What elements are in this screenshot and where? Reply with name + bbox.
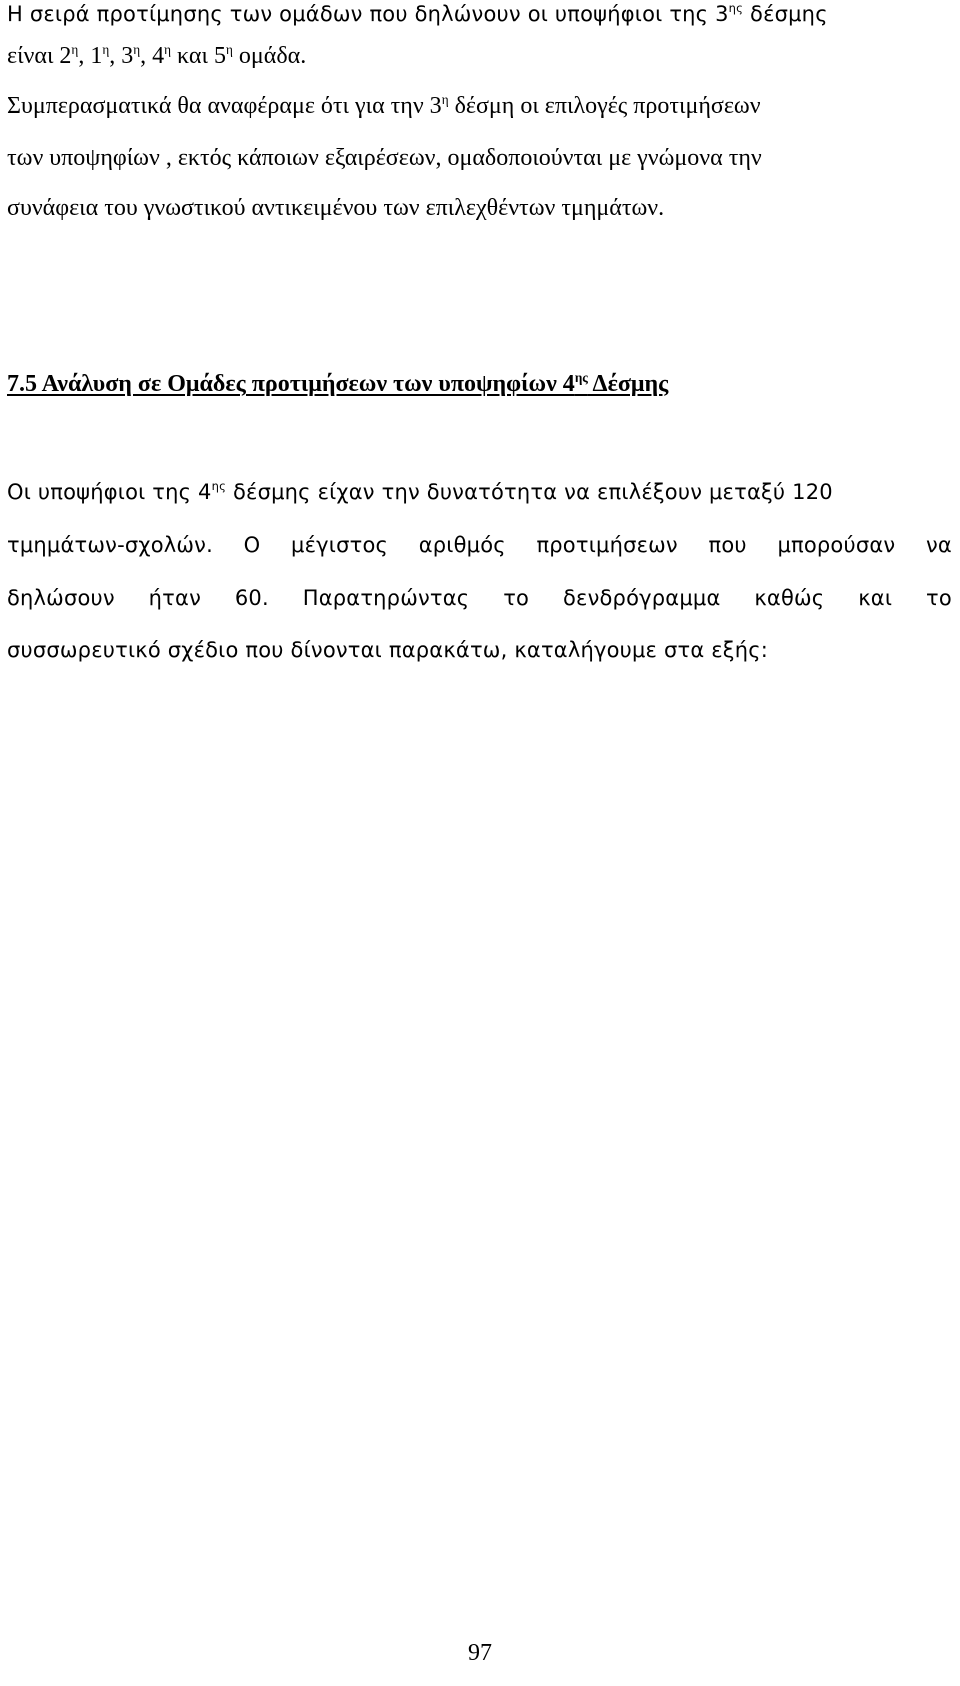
p2-l1-text-a: Συμπερασματικά θα αναφέραμε ότι για την 3 <box>7 93 442 119</box>
p1-l1-text-a: Η σειρά προτίμησης των ομάδων που δηλώνουν οι υποψήφιοι της 3 <box>7 2 729 26</box>
p3-line-2 <box>7 535 952 556</box>
p2-line-2: των υποψηφίων , εκτός κάποιων εξαιρέσεων, ομαδοποιούνται με γνώμονα την <box>7 145 762 171</box>
p3-l1-sup: ης <box>211 478 227 493</box>
p2-l1-sup: η <box>441 91 449 107</box>
p3-line-3 <box>7 588 952 609</box>
p3-l1-text-b: δέσμης είχαν την δυνατότητα να επιλέξουν μεταξύ 120 <box>226 480 833 504</box>
p1-l1-text-b: δέσμης <box>743 2 828 26</box>
p3-l3-word: 60. <box>234 586 269 610</box>
p3-l2-word: αριθμός <box>418 533 506 557</box>
heading-text-b: Δέσμης <box>587 371 669 397</box>
p1-l2-text-e: και 5 <box>171 43 226 69</box>
p3-l2-word: να <box>926 533 952 557</box>
p3-l2-word: προτιμήσεων <box>536 533 678 557</box>
p3-l1-text-a: Οι υποψήφιοι της 4 <box>7 480 212 504</box>
p3-l3-word: καθώς <box>754 586 825 610</box>
p3-l2-word: Ο <box>243 533 261 557</box>
p3-l3-word: δηλώσουν <box>7 586 115 610</box>
p3-line-1 <box>7 478 833 504</box>
p3-l3-word: και <box>858 586 893 610</box>
p3-l3-word: ήταν <box>148 586 201 610</box>
p1-line-1 <box>7 0 828 26</box>
p1-l2-text-f: ομάδα. <box>232 43 307 69</box>
p1-l2-sup-a: η <box>71 41 79 57</box>
p1-l2-sup-b: η <box>102 41 110 57</box>
p1-l1-sup: ης <box>728 0 744 15</box>
p3-l3-word: το <box>503 586 530 610</box>
heading-sup: ης <box>574 369 588 385</box>
p3-l2-word: τμημάτων-σχολών. <box>7 533 213 557</box>
p2-l1-text-b: δέσμη οι επιλογές προτιμήσεων <box>448 93 761 119</box>
section-heading <box>7 369 669 397</box>
p3-line-4: συσσωρευτικό σχέδιο που δίνονται παρακάτω, καταλήγουμε στα εξής: <box>7 638 769 662</box>
p1-l2-text-b: , 1 <box>78 43 103 69</box>
p3-l3-word: Παρατηρώντας <box>302 586 470 610</box>
p1-l2-text-c: , 3 <box>109 43 134 69</box>
p1-l2-sup-e: η <box>225 41 233 57</box>
p1-l2-sup-c: η <box>133 41 141 57</box>
p1-l2-text-a: είναι 2 <box>7 43 72 69</box>
p3-l3-word: δενδρόγραμμα <box>562 586 721 610</box>
p3-l2-word: που <box>708 533 747 557</box>
p3-l3-word: το <box>926 586 952 610</box>
p2-line-3: συνάφεια του γνωστικού αντικειμένου των επιλεχθέντων τμημάτων. <box>7 195 665 221</box>
p3-l2-word: μέγιστος <box>291 533 389 557</box>
p3-l2-word: μπορούσαν <box>777 533 896 557</box>
page-number: 97 <box>468 1640 492 1666</box>
p1-l2-sup-d: η <box>164 41 172 57</box>
p2-line-1 <box>7 91 761 119</box>
heading-text-a: 7.5 Ανάλυση σε Ομάδες προτιμήσεων των υποψηφίων 4 <box>7 371 575 397</box>
p1-l2-text-d: , 4 <box>140 43 165 69</box>
p1-line-2 <box>7 41 307 69</box>
